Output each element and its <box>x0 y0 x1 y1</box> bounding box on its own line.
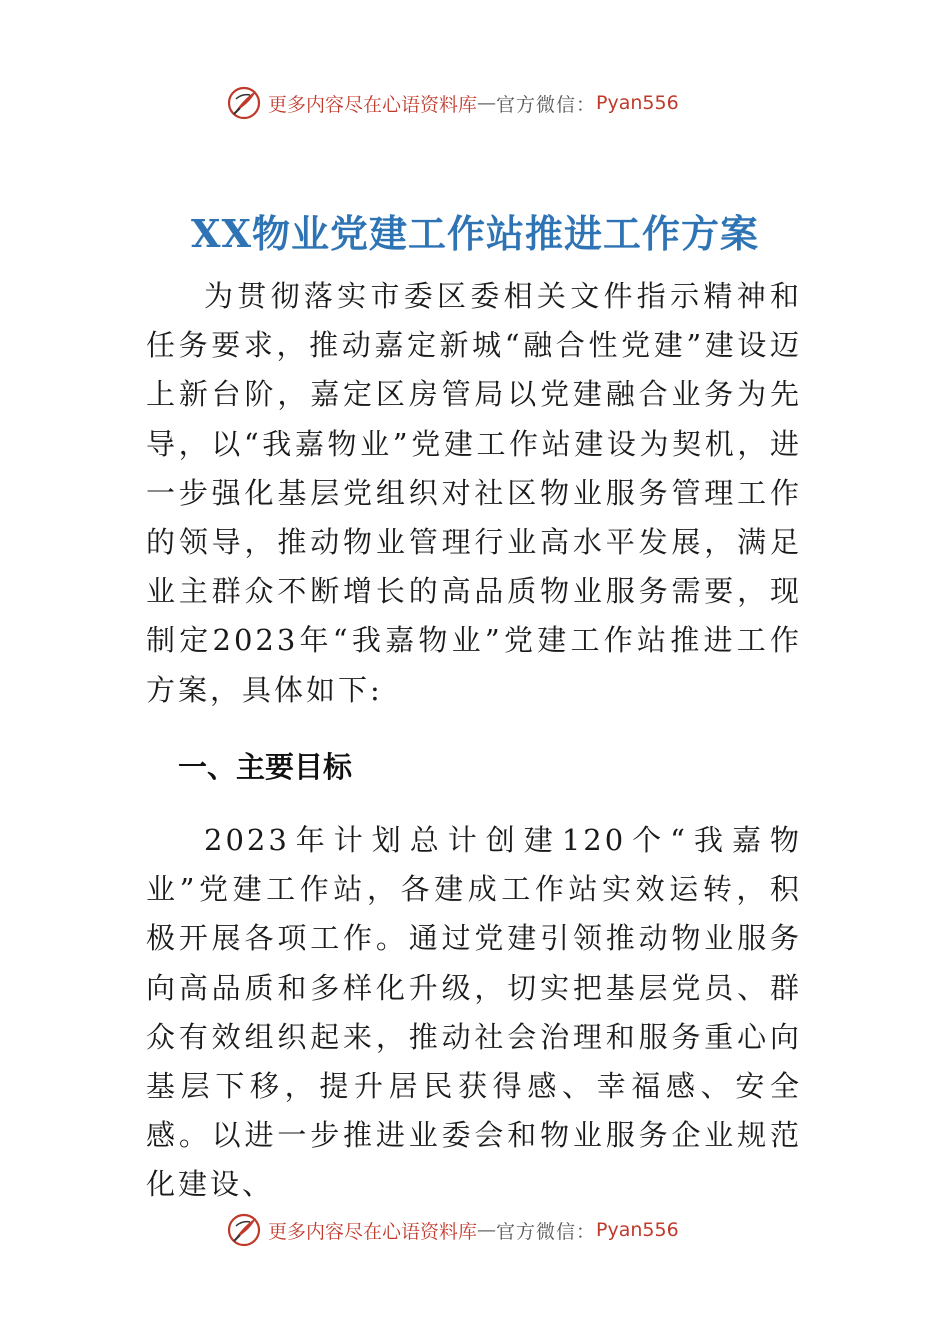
banner-text: 更多内容尽在心语资料库 <box>268 1220 478 1243</box>
banner-separator: — <box>477 92 497 114</box>
section-paragraph: 2023年计划总计创建120个“我嘉物业”党建工作站，各建成工作站实效运转，积极开展各项工作。通过党建引领推动物业服务向高品质和多样化升级，切实把基层党员、群众有效组织起来，推动社会治理和服务重心向基层下移，提升居民获得感、幸福感、安全感。以进一步推进业委会和物业服务企业规范化建设、 <box>146 823 802 1202</box>
banner-account: Pyan556 <box>596 92 679 114</box>
quill-pen-logo-icon <box>226 1212 262 1248</box>
section-heading: 一、主要目标 <box>178 750 353 784</box>
document-title: XX物业党建工作站推进工作方案 <box>191 211 759 257</box>
banner-separator: — <box>477 1219 497 1241</box>
banner-label: 官方微信： <box>496 93 597 116</box>
banner-text: 更多内容尽在心语资料库 <box>268 93 478 116</box>
quill-pen-logo-icon <box>226 85 262 121</box>
intro-paragraph: 为贯彻落实市委区委相关文件指示精神和任务要求，推动嘉定新城“融合性党建”建设迈上新台阶，嘉定区房管局以党建融合业务为先导，以“我嘉物业”党建工作站建设为契机，进一步强化基层党组织对社区物业服务管理工作的领导，推动物业管理行业高水平发展，满足业主群众不断增长的高品质物业服务需要，现制定2023年“我嘉物业”党建工作站推进工作方案，具体如下: <box>146 279 802 707</box>
banner-label: 官方微信： <box>496 1220 597 1243</box>
footer-banner <box>226 1210 746 1250</box>
banner-account: Pyan556 <box>596 1219 679 1241</box>
header-banner <box>226 83 746 123</box>
